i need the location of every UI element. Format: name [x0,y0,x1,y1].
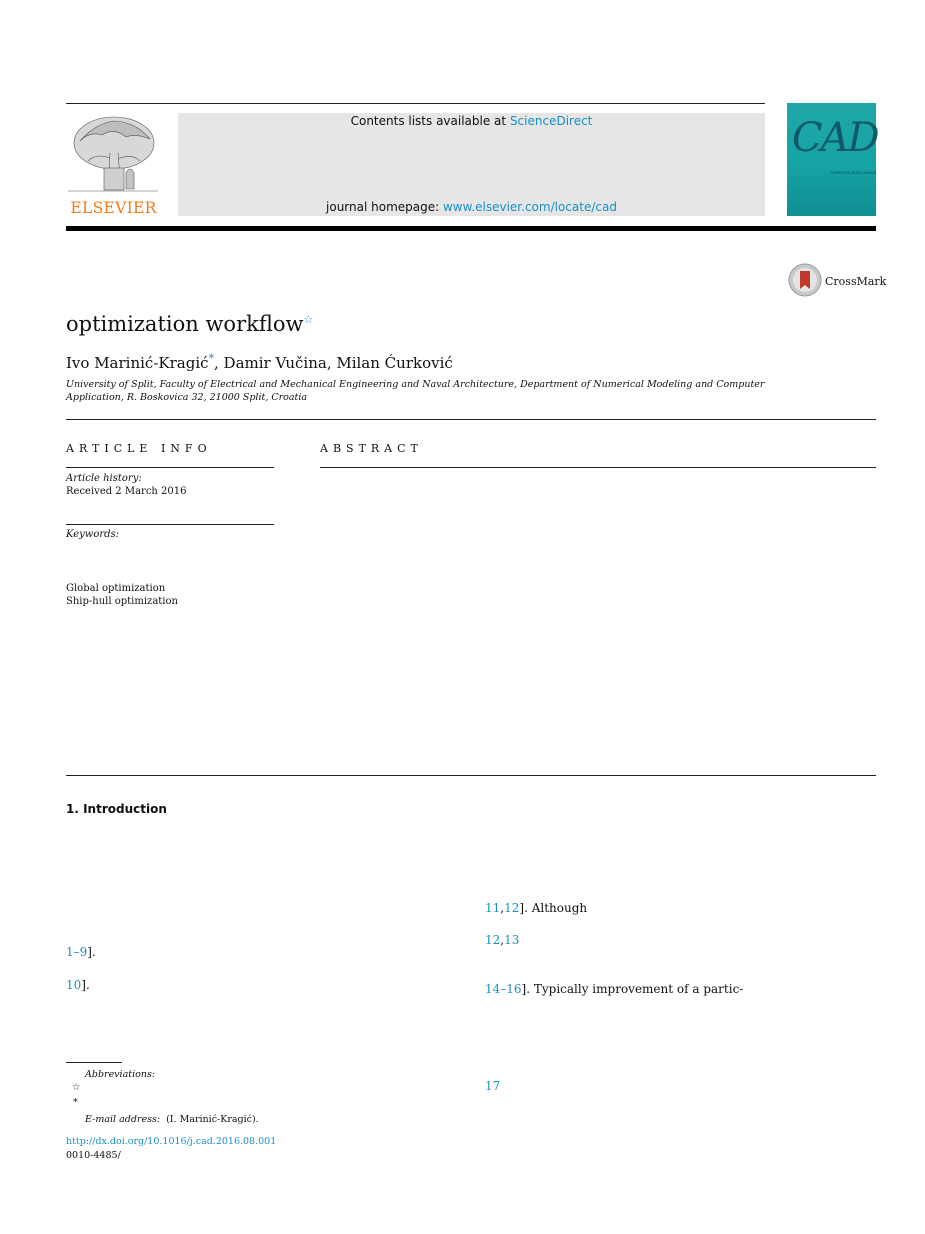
affiliation-line-1: University of Split, Faculty of Electrical and Mechanical Engineering and Naval Architecture, Department of Numerical Modeling and Computer [66,379,765,390]
citation-link[interactable]: 10 [66,978,82,992]
citation-link[interactable]: 14–16 [485,982,522,996]
journal-cover-title: CAD [792,115,878,161]
email-author: (I. Marinić-Kragić). [166,1114,259,1125]
author-list [66,352,453,372]
text-fragment: ]. Although [519,901,588,915]
text-fragment: ]. Typically improvement of a partic- [521,982,744,996]
sciencedirect-link[interactable]: ScienceDirect [509,114,593,128]
citation-link[interactable]: 12 [485,933,501,947]
other-authors: , Damir Vučina, Milan Ćurković [214,354,453,372]
title-footnote-star-icon: ☆ [72,1082,81,1093]
homepage-prefix: journal homepage: [326,200,443,214]
contents-prefix: Contents lists available at [350,114,510,128]
right-col-line-3 [485,982,743,996]
abbreviations-label: Abbreviations: [85,1069,156,1080]
title-footnote-star-icon[interactable]: ☆ [303,313,314,326]
abstract-end-rule [66,775,876,776]
doi-link[interactable]: http://dx.doi.org/10.1016/j.cad.2016.08.001 [66,1136,277,1147]
section-heading-introduction: 1. Introduction [66,802,167,816]
abstract-heading: ABSTRACT [320,442,423,455]
keywords-rule [66,524,274,525]
right-col-line-1 [485,901,587,915]
article-title-text: optimization workflow [66,312,304,336]
homepage-line [178,200,765,214]
crossmark-icon[interactable] [788,263,822,297]
affiliation-line-2: Application, R. Boskovica 32, 21000 Split, Croatia [66,392,308,403]
article-history-label: Article history: [66,473,142,484]
article-title [66,312,313,336]
crossmark-label[interactable]: CrossMark [825,275,887,288]
first-author: Ivo Marinić-Kragić [66,354,209,372]
title-block-rule [66,419,876,420]
corresponding-author-mark[interactable]: * [208,352,215,365]
article-info-rule [66,467,274,468]
corresponding-footnote-asterisk: * [73,1097,78,1108]
right-col-line-2 [485,933,519,947]
received-date: Received 2 March 2016 [66,486,187,497]
abstract-rule [320,467,876,468]
left-col-line-refs-1 [66,945,96,959]
left-col-line-refs-2 [66,978,90,992]
email-label: E-mail address: [85,1114,161,1125]
citation-link[interactable]: 13 [504,933,520,947]
affiliation [66,378,766,404]
header-top-rule [66,103,765,104]
keywords-label: Keywords: [66,529,120,540]
right-col-line-4 [485,1079,500,1093]
header-bottom-rule [66,226,876,231]
text-fragment: ]. [81,978,90,992]
citation-link[interactable]: 1–9 [66,945,88,959]
citation-link[interactable]: 17 [485,1079,501,1093]
email-footnote [85,1114,259,1125]
citation-link[interactable]: 11 [485,901,501,915]
article-info-heading: ARTICLE INFO [66,442,212,455]
contents-line [178,114,765,128]
publisher-name: ELSEVIER [70,199,157,217]
journal-cover-subtitle: COMPUTER-AIDED DESIGN [830,171,877,175]
text-fragment: , [500,933,505,947]
keyword-item: Ship-hull optimization [66,596,178,607]
journal-homepage-link[interactable]: www.elsevier.com/locate/cad [442,200,617,214]
text-fragment: , [500,901,505,915]
text-fragment: ]. [87,945,96,959]
footnote-rule [66,1062,122,1063]
issn: 0010-4485/ [66,1150,121,1161]
citation-link[interactable]: 12 [504,901,520,915]
keyword-item: Global optimization [66,583,166,594]
